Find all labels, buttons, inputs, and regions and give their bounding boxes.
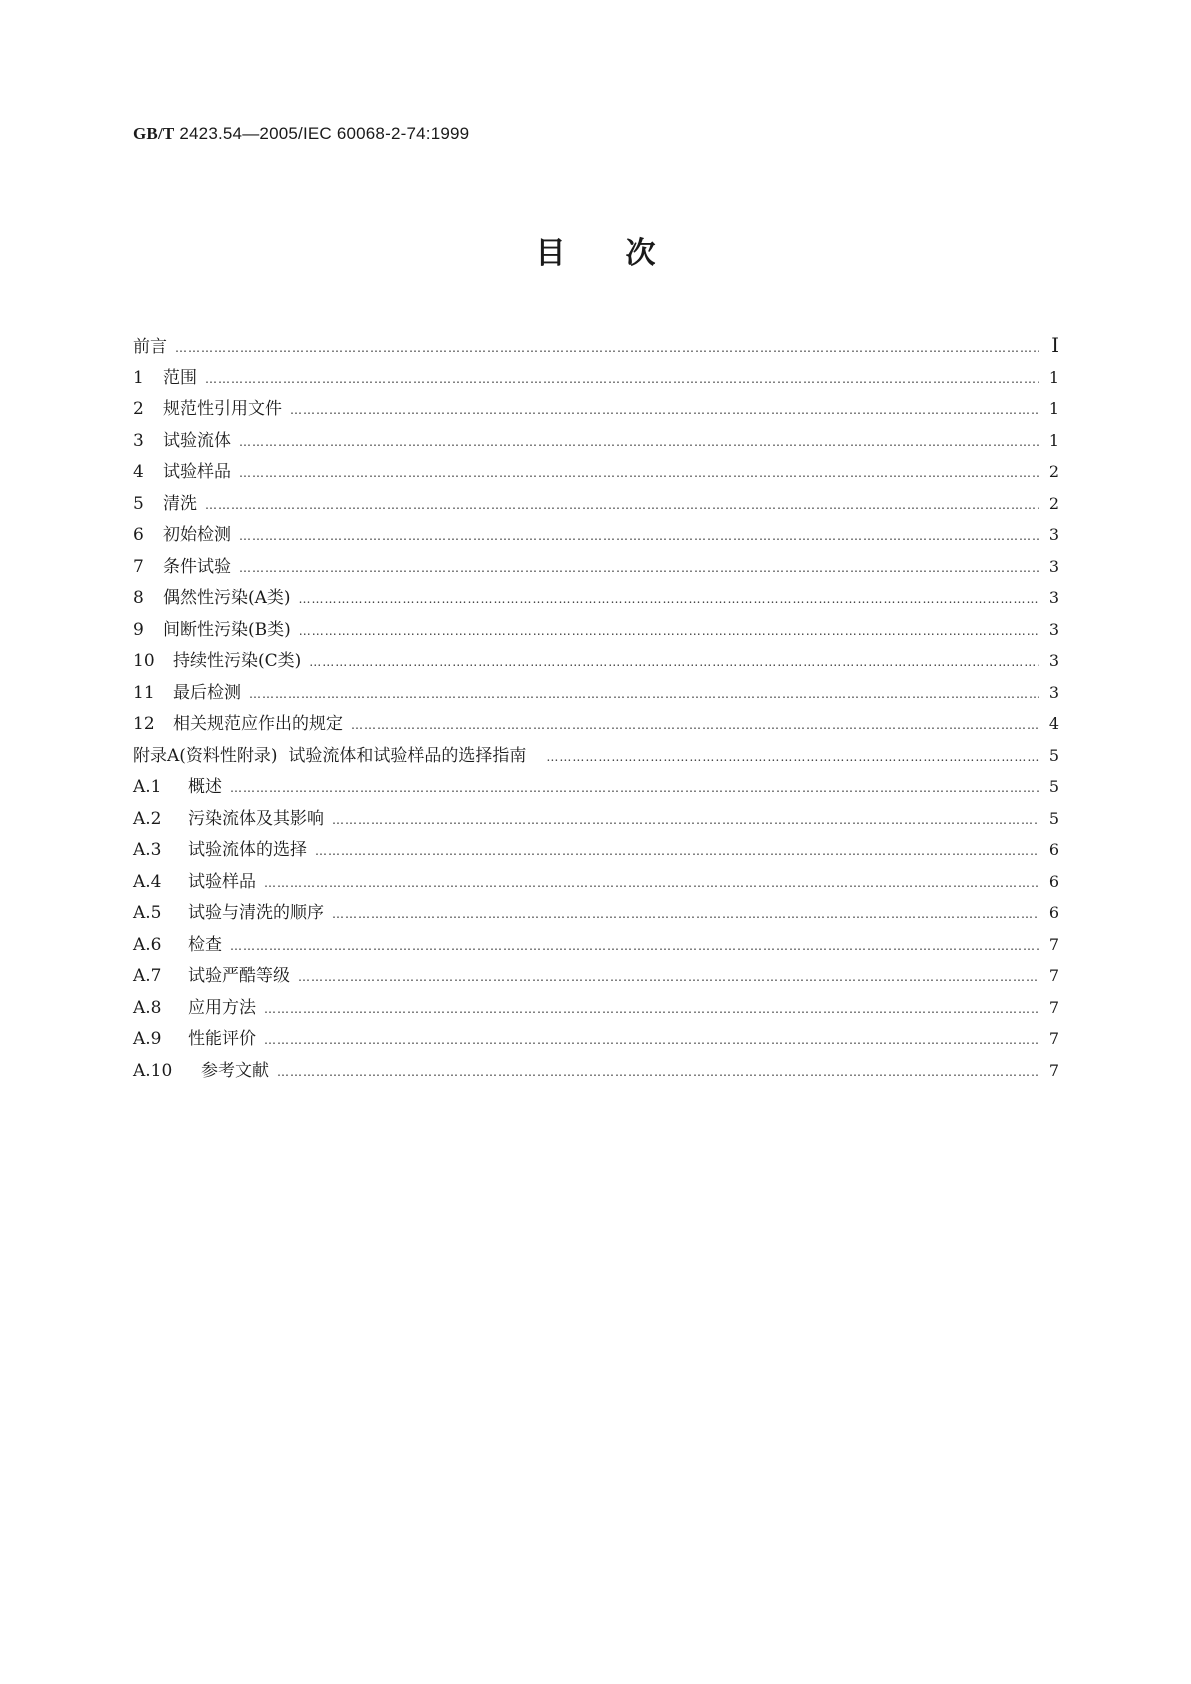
toc-label: 前言 xyxy=(133,337,167,357)
toc-leader xyxy=(264,1025,1039,1057)
toc-label: 试验严酷等级 xyxy=(188,966,290,986)
toc-label: 试验流体的选择 xyxy=(188,840,307,860)
toc-label: 持续性污染(C类) xyxy=(173,651,302,671)
toc-page: 3 xyxy=(1048,556,1059,576)
toc-page: 7 xyxy=(1048,934,1059,954)
toc-number: A.9 xyxy=(133,1029,162,1049)
toc-entry-preface[interactable] xyxy=(133,330,1059,362)
toc-label: 最后检测 xyxy=(173,682,241,703)
toc-entry-a7[interactable] xyxy=(133,960,1059,992)
toc-page: 1 xyxy=(1048,399,1059,418)
toc-page: 3 xyxy=(1048,525,1059,544)
toc-leader xyxy=(230,931,1039,963)
toc-leader xyxy=(249,679,1039,711)
toc-page: 6 xyxy=(1048,903,1059,922)
toc-leader xyxy=(239,553,1039,585)
toc-leader xyxy=(299,584,1039,616)
toc-number: 12 xyxy=(133,714,155,734)
toc-label: 试验样品 xyxy=(163,462,231,482)
toc-page: 7 xyxy=(1048,966,1059,985)
toc-page: 5 xyxy=(1048,808,1059,828)
toc-entry-a5[interactable] xyxy=(133,897,1059,929)
toc-entry-3[interactable] xyxy=(133,425,1059,457)
toc-number: 10 xyxy=(133,651,155,671)
toc-page: 1 xyxy=(1048,430,1059,450)
standard-number: 2423.54—2005/IEC 60068-2-74:1999 xyxy=(174,124,470,143)
toc-number: A.6 xyxy=(133,934,162,955)
toc-entry-annex-a[interactable] xyxy=(133,740,1059,772)
toc-number: 5 xyxy=(133,493,144,514)
toc-label: 规范性引用文件 xyxy=(163,399,282,419)
toc-label: 条件试验 xyxy=(163,556,231,577)
toc-entry-a6[interactable] xyxy=(133,929,1059,961)
toc-leader xyxy=(175,333,1039,365)
toc-number: 8 xyxy=(133,588,144,608)
toc-label: 性能评价 xyxy=(188,1029,256,1049)
toc-entry-a1[interactable] xyxy=(133,771,1059,803)
toc-entry-7[interactable] xyxy=(133,551,1059,583)
toc-leader xyxy=(230,773,1039,805)
toc-page: 3 xyxy=(1048,682,1059,702)
toc-number: 4 xyxy=(133,462,144,482)
toc-entry-8[interactable] xyxy=(133,582,1059,614)
toc-number: A.4 xyxy=(133,871,162,892)
toc-number: A.1 xyxy=(133,777,162,797)
toc-entry-2[interactable] xyxy=(133,393,1059,425)
toc-label: 附录A(资料性附录) 试验流体和试验样品的选择指南 xyxy=(133,745,527,766)
toc-number: A.3 xyxy=(133,840,162,860)
toc-leader xyxy=(290,395,1039,427)
toc-number: A.8 xyxy=(133,997,162,1018)
toc-leader xyxy=(239,521,1039,553)
toc-leader xyxy=(264,868,1039,900)
toc-entry-a4[interactable] xyxy=(133,866,1059,898)
toc-label: 试验与清洗的顺序 xyxy=(188,903,324,923)
toc-page: 3 xyxy=(1048,588,1059,607)
toc-number: 11 xyxy=(133,682,155,703)
toc-number: 2 xyxy=(133,399,144,419)
toc-number: 9 xyxy=(133,619,144,640)
toc-label: 检查 xyxy=(188,934,222,955)
toc-leader xyxy=(239,458,1039,490)
toc-entry-5[interactable] xyxy=(133,488,1059,520)
toc-leader xyxy=(298,962,1039,994)
toc-page: I xyxy=(1051,333,1059,357)
toc-number: A.7 xyxy=(133,966,162,986)
toc-page: 3 xyxy=(1048,619,1059,639)
toc-leader xyxy=(332,899,1039,931)
toc-label: 概述 xyxy=(188,777,222,797)
toc-page: 2 xyxy=(1048,462,1059,481)
toc-label: 污染流体及其影响 xyxy=(188,808,324,829)
toc-number: 7 xyxy=(133,556,144,577)
toc-leader xyxy=(351,710,1039,742)
toc-leader xyxy=(205,364,1039,396)
toc-entry-1[interactable] xyxy=(133,362,1059,394)
toc-label: 清洗 xyxy=(163,493,197,514)
toc-page: 7 xyxy=(1048,1060,1059,1080)
table-of-contents xyxy=(133,330,1059,1086)
toc-number: A.5 xyxy=(133,903,162,923)
toc-number: 6 xyxy=(133,525,144,545)
toc-leader xyxy=(239,427,1039,459)
toc-entry-6[interactable] xyxy=(133,519,1059,551)
toc-entry-a3[interactable] xyxy=(133,834,1059,866)
toc-leader xyxy=(277,1057,1039,1089)
toc-label: 间断性污染(B类) xyxy=(163,619,291,640)
toc-number: A.10 xyxy=(133,1060,173,1081)
toc-entry-a2[interactable] xyxy=(133,803,1059,835)
toc-entry-a9[interactable] xyxy=(133,1023,1059,1055)
toc-number: 3 xyxy=(133,430,144,451)
toc-leader xyxy=(205,490,1039,522)
toc-page: 7 xyxy=(1048,1029,1059,1048)
toc-label: 参考文献 xyxy=(201,1060,269,1081)
toc-label: 试验样品 xyxy=(188,871,256,892)
toc-entry-9[interactable] xyxy=(133,614,1059,646)
toc-page: 5 xyxy=(1048,745,1059,765)
toc-label: 试验流体 xyxy=(163,430,231,451)
toc-page: 6 xyxy=(1048,840,1059,859)
toc-leader xyxy=(264,994,1039,1026)
toc-label: 相关规范应作出的规定 xyxy=(173,714,343,734)
toc-entry-10[interactable] xyxy=(133,645,1059,677)
document-header xyxy=(133,124,469,144)
toc-leader xyxy=(332,805,1039,837)
toc-entry-4[interactable] xyxy=(133,456,1059,488)
toc-leader xyxy=(299,616,1039,648)
toc-page: 5 xyxy=(1048,777,1059,796)
toc-page: 7 xyxy=(1048,997,1059,1017)
toc-number: A.2 xyxy=(133,808,162,829)
toc-leader xyxy=(546,742,1039,774)
standard-prefix: GB/T xyxy=(133,124,175,143)
toc-leader xyxy=(315,836,1039,868)
toc-page: 4 xyxy=(1048,714,1059,733)
toc-number: 1 xyxy=(133,367,144,388)
toc-page: 6 xyxy=(1048,871,1059,891)
toc-entry-12[interactable] xyxy=(133,708,1059,740)
toc-entry-11[interactable] xyxy=(133,677,1059,709)
toc-label: 偶然性污染(A类) xyxy=(163,588,291,608)
toc-label: 范围 xyxy=(163,367,197,388)
toc-page: 3 xyxy=(1048,651,1059,670)
toc-page: 1 xyxy=(1048,367,1059,387)
toc-page: 2 xyxy=(1048,493,1059,513)
toc-label: 应用方法 xyxy=(188,997,256,1018)
toc-entry-a10[interactable] xyxy=(133,1055,1059,1087)
page-title: 目次 xyxy=(535,236,716,271)
toc-leader xyxy=(309,647,1039,679)
toc-entry-a8[interactable] xyxy=(133,992,1059,1024)
toc-label: 初始检测 xyxy=(163,525,231,545)
